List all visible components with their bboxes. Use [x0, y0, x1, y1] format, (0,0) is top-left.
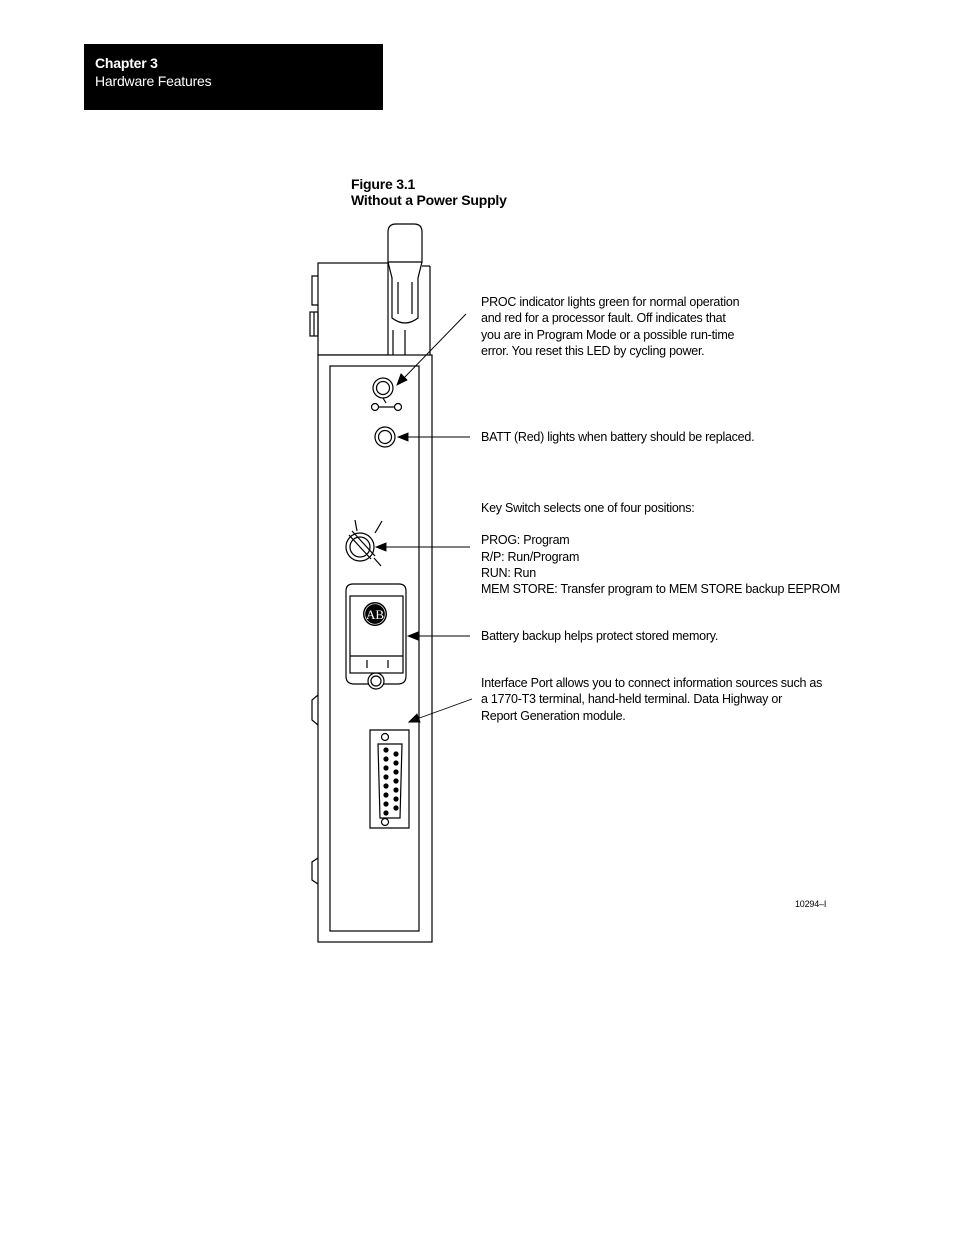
chapter-subtitle: Hardware Features — [95, 73, 212, 89]
figure-number: Figure 3.1 — [351, 176, 416, 192]
figure-title: Without a Power Supply — [351, 192, 507, 208]
proc-line: PROC indicator lights green for normal operation — [481, 295, 740, 309]
keyswitch-intro: Key Switch selects one of four positions: — [481, 501, 695, 515]
proc-line: you are in Program Mode or a possible run-time — [481, 327, 735, 342]
keyswitch-callout — [481, 500, 840, 597]
interface-line: Report Generation module. — [481, 708, 626, 723]
keyswitch-position: PROG: Program — [481, 533, 570, 548]
proc-line: and red for a processor fault. Off indicates that — [481, 311, 726, 326]
module-chassis — [312, 355, 432, 942]
chapter-title: Chapter 3 — [95, 55, 158, 71]
batt-line: BATT (Red) lights when battery should be replaced. — [481, 430, 755, 444]
cable-handle — [388, 224, 430, 355]
battery-arrow — [408, 632, 470, 640]
interface-line: a 1770-T3 terminal, hand-held terminal. Data Highway or — [481, 692, 782, 707]
proc-line: error. You reset this LED by cycling power. — [481, 343, 705, 358]
keyswitch-position: MEM STORE: Transfer program to MEM STORE backup EEPROM — [481, 582, 841, 597]
interface-line: Interface Port allows you to connect information sources such as — [481, 676, 823, 690]
top-connector — [310, 263, 388, 355]
keyswitch-position: RUN: Run — [481, 565, 536, 580]
ab-logo — [363, 602, 387, 626]
logo-text: AB — [365, 607, 385, 622]
figure-id: 10294–I — [795, 899, 827, 909]
battery-line: Battery backup helps protect stored memory. — [481, 629, 719, 643]
batt-callout — [481, 429, 754, 445]
interface-callout — [481, 675, 822, 724]
proc-callout — [481, 294, 739, 359]
battery-callout — [481, 628, 718, 644]
keyswitch-position: R/P: Run/Program — [481, 549, 580, 564]
